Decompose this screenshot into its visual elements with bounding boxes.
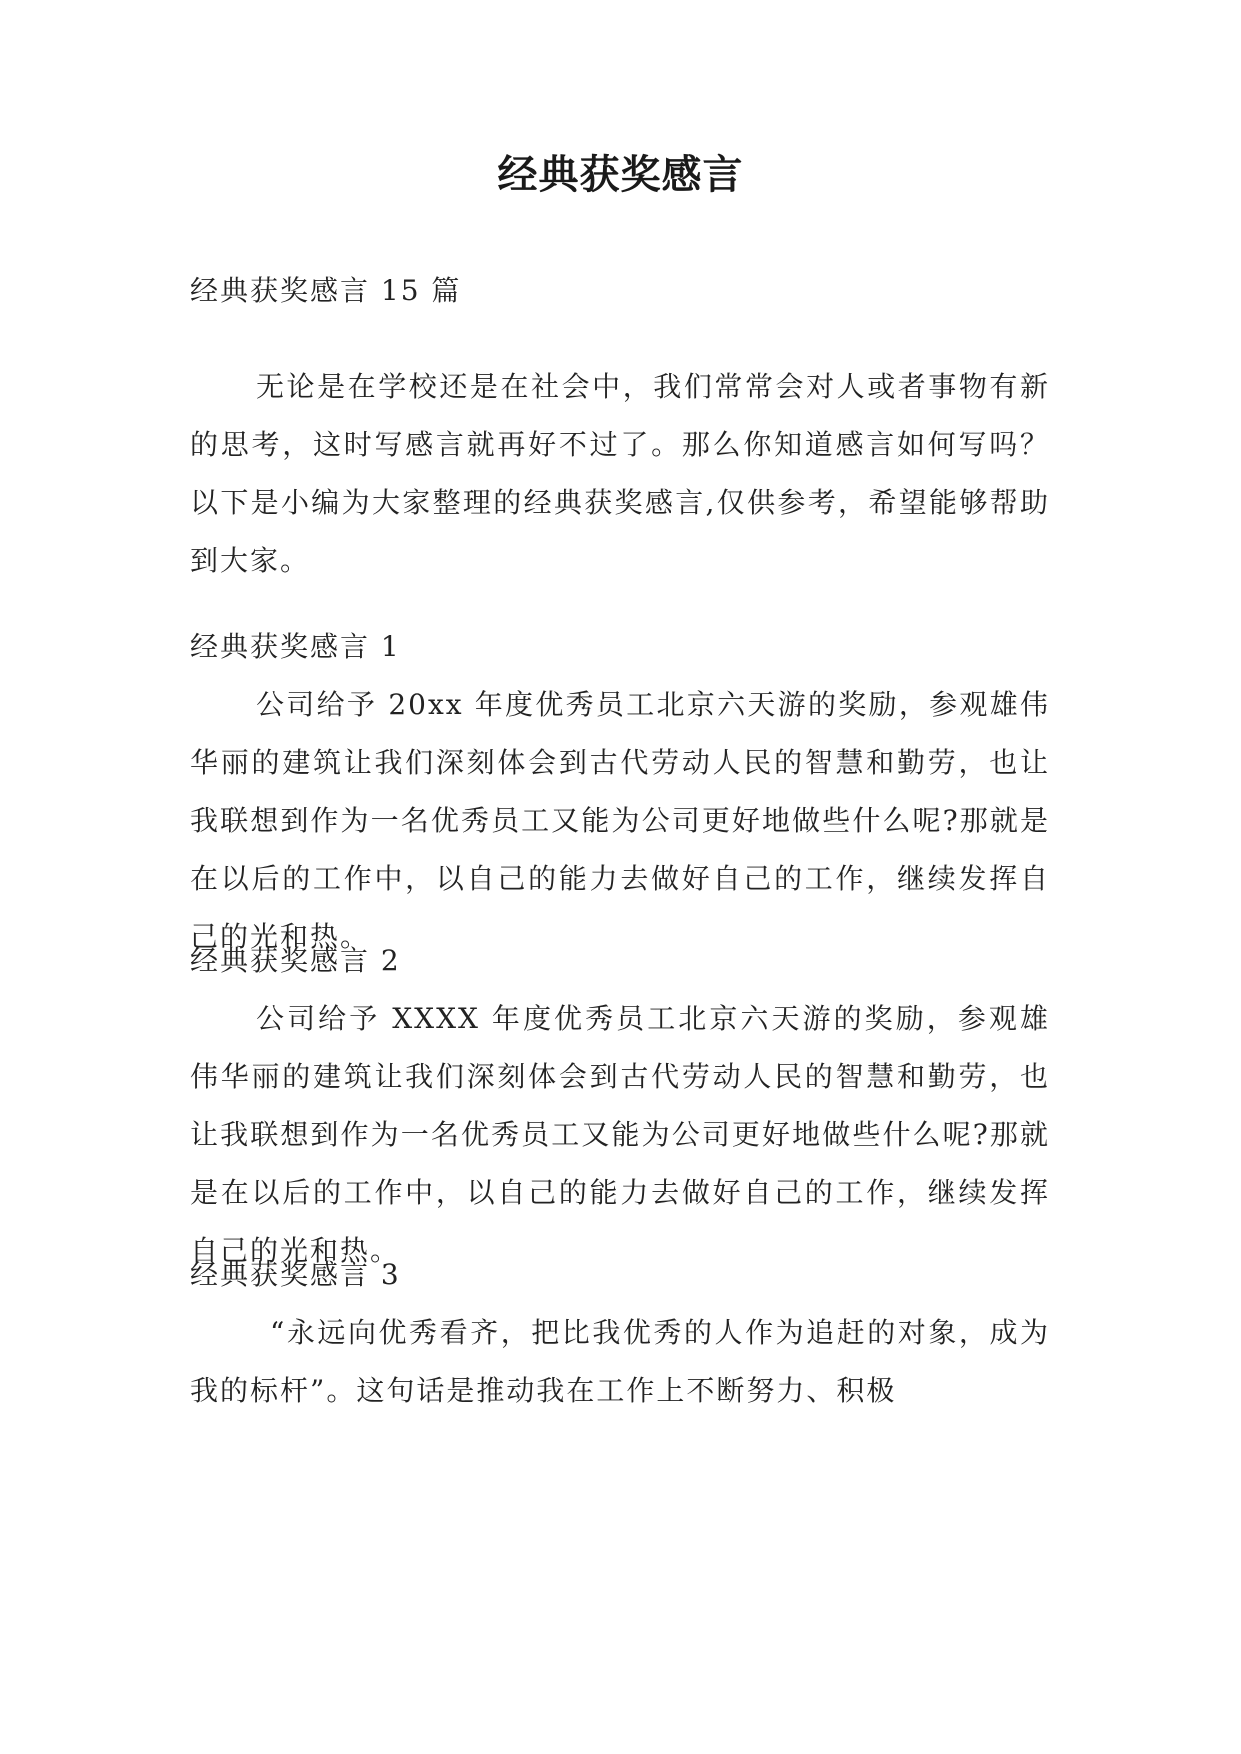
section-body-3: “永远向优秀看齐，把比我优秀的人作为追赶的对象，成为我的标杆”。这句话是推动我在工作上不断努力、积极 — [190, 1316, 1050, 1407]
section-body-1: 公司给予 20xx 年度优秀员工北京六天游的奖励，参观雄伟华丽的建筑让我们深刻体会到古代劳动人民的智慧和勤劳，也让我联想到作为一名优秀员工又能为公司更好地做些什么呢?那就是在以后的工作中，以自己的能力去做好自己的工作，继续发挥自己的光和热。 — [190, 688, 1050, 953]
section-heading-2: 经典获奖感言 2 — [190, 944, 401, 977]
section-heading-3: 经典获奖感言 3 — [190, 1258, 401, 1291]
document-title: 经典获奖感言 — [497, 151, 744, 198]
document-subtitle: 经典获奖感言 15 篇 — [190, 274, 462, 307]
intro-paragraph: 无论是在学校还是在社会中，我们常常会对人或者事物有新的思考，这时写感言就再好不过了。那么你知道感言如何写吗？以下是小编为大家整理的经典获奖感言,仅供参考，希望能够帮助到大家。 — [190, 370, 1050, 577]
section-body-2: 公司给予 XXXX 年度优秀员工北京六天游的奖励，参观雄伟华丽的建筑让我们深刻体会到古代劳动人民的智慧和勤劳，也让我联想到作为一名优秀员工又能为公司更好地做些什么呢?那就是在以后的工作中，以自己的能力去做好自己的工作，继续发挥自己的光和热。 — [190, 1002, 1050, 1267]
section-heading-1: 经典获奖感言 1 — [190, 630, 401, 663]
